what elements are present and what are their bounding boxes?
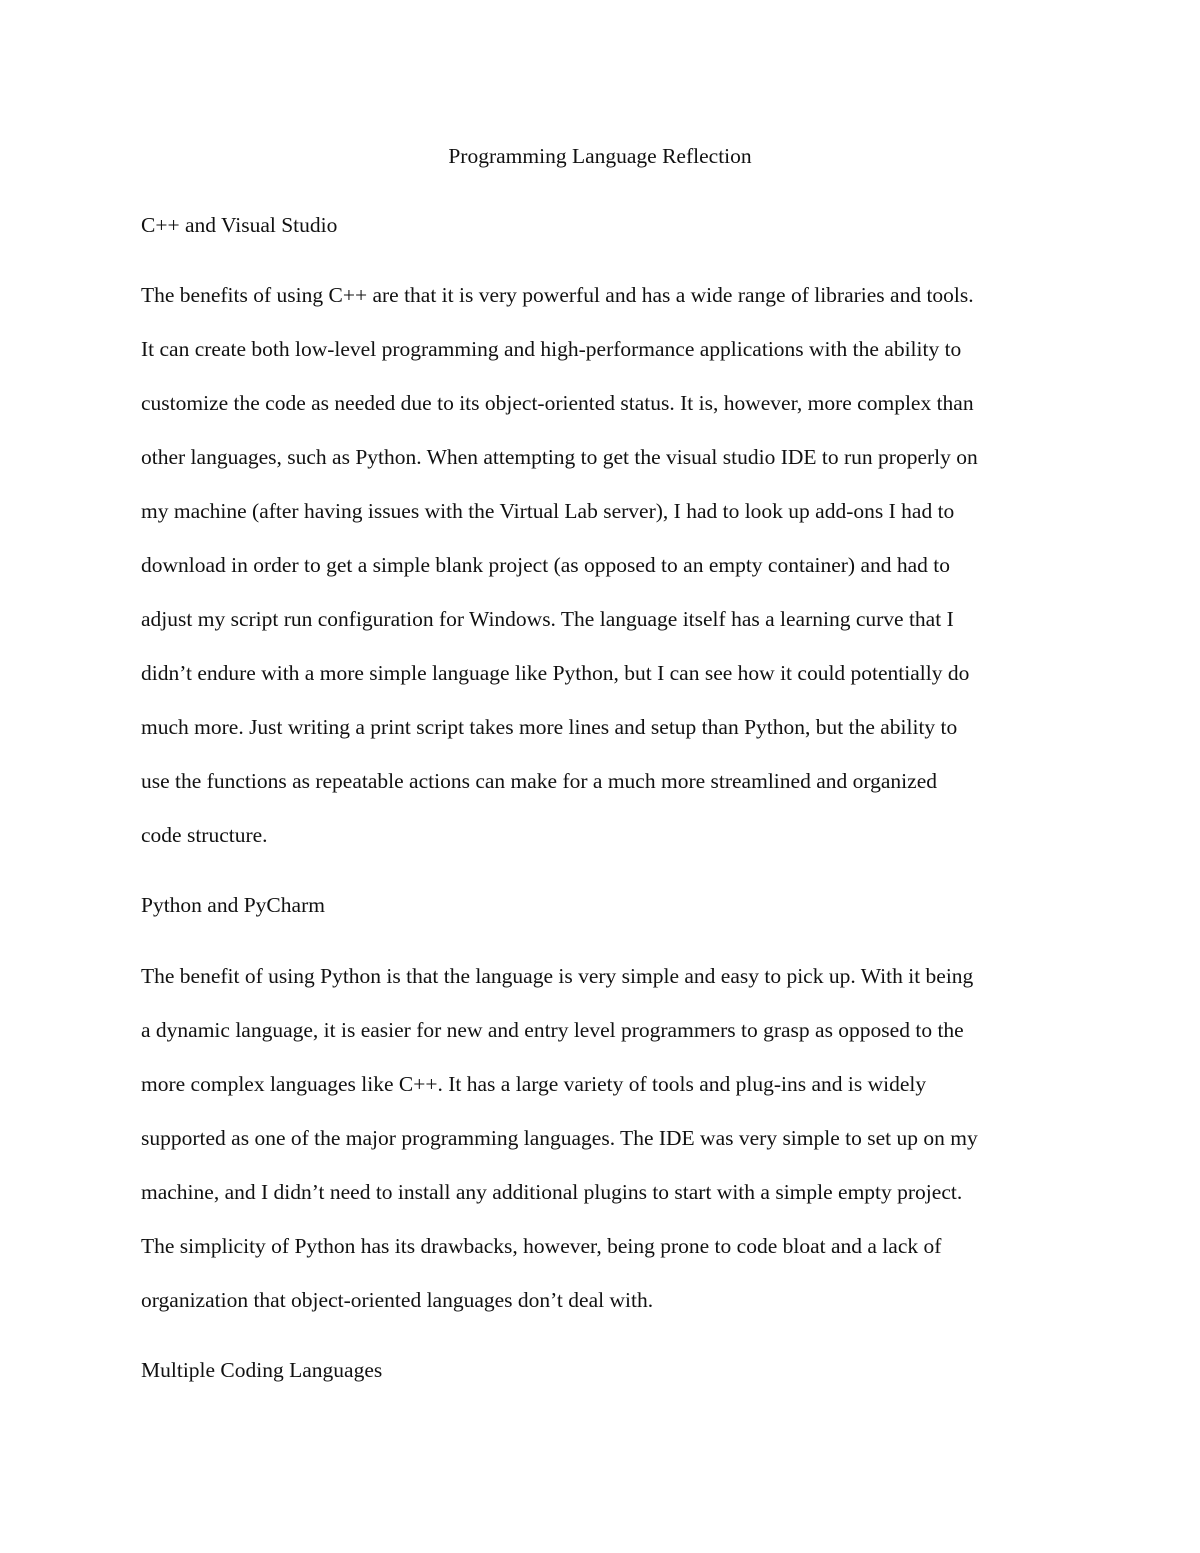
paragraph-line: didn’t endure with a more simple language like Python, but I can see how it could potentially do [141, 661, 970, 685]
paragraph-line: use the functions as repeatable actions can make for a much more streamlined and organized [141, 769, 937, 793]
paragraph-line: code structure. [141, 823, 268, 847]
paragraph-line: customize the code as needed due to its object-oriented status. It is, however, more complex than [141, 391, 974, 415]
paragraph-line: download in order to get a simple blank project (as opposed to an empty container) and had to [141, 553, 951, 577]
paragraph-line: organization that object-oriented languages don’t deal with. [141, 1288, 654, 1312]
section-heading-multiple-languages: Multiple Coding Languages [141, 1358, 383, 1382]
paragraph-line: The simplicity of Python has its drawbacks, however, being prone to code bloat and a lack of [141, 1234, 942, 1258]
paragraph-line: more complex languages like C++. It has a large variety of tools and plug-ins and is widely [141, 1072, 927, 1096]
paragraph-line: adjust my script run configuration for Windows. The language itself has a learning curve that I [141, 607, 954, 631]
paragraph-line: much more. Just writing a print script takes more lines and setup than Python, but the ability to [141, 715, 958, 739]
paragraph-line: a dynamic language, it is easier for new and entry level programmers to grasp as opposed to the [141, 1018, 964, 1042]
paragraph-line: my machine (after having issues with the Virtual Lab server), I had to look up add-ons I had to [141, 499, 955, 523]
paragraph-line: machine, and I didn’t need to install any additional plugins to start with a simple empty project. [141, 1180, 963, 1204]
paragraph-line: The benefit of using Python is that the language is very simple and easy to pick up. With it being [141, 964, 974, 988]
paragraph-line: The benefits of using C++ are that it is very powerful and has a wide range of libraries and tools. [141, 283, 974, 307]
section-heading-python: Python and PyCharm [141, 893, 325, 917]
page-title: Programming Language Reflection [448, 144, 752, 168]
section-heading-cpp: C++ and Visual Studio [141, 213, 338, 237]
paragraph-line: supported as one of the major programming languages. The IDE was very simple to set up on my [141, 1126, 978, 1150]
paragraph-line: other languages, such as Python. When attempting to get the visual studio IDE to run properly on [141, 445, 978, 469]
paragraph-line: It can create both low-level programming and high-performance applications with the ability to [141, 337, 962, 361]
